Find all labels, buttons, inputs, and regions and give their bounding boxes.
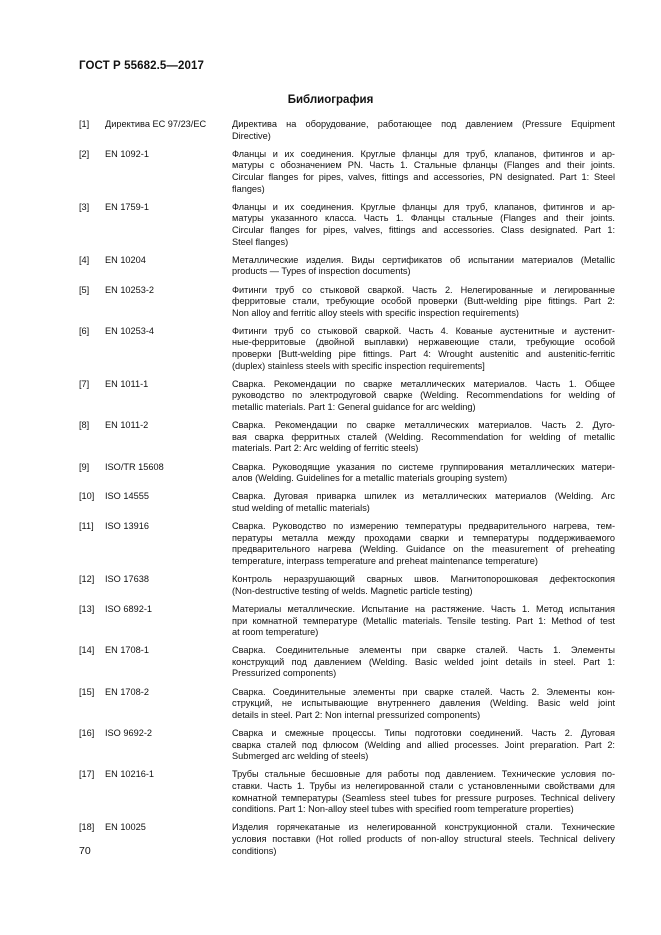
entry-description-line: предварительного нагрева (Welding. Guidance on the measurement of preheating (232, 544, 615, 555)
bibliography-entry (79, 521, 615, 567)
entry-description-line: Submerged arc welding of steels) (232, 751, 369, 762)
entry-number: [6] (79, 325, 90, 336)
entry-description-line: conditions. Part 1: Non-alloy steel tubes with specified room temperature properties) (232, 804, 574, 815)
entry-description-line: ферритовые стали, требующие особой проверки (Butt-welding pipe fittings. Part 2: (232, 296, 615, 307)
entry-description (232, 285, 615, 320)
entry-description-line: details in steel. Part 2: Non internal pressurized components) (232, 709, 481, 720)
entry-description-line: Директива на оборудование, работающее под давлением (Pressure Equipment (232, 119, 615, 129)
entry-document-code: EN 10253-4 (105, 325, 155, 336)
entry-number: [7] (79, 378, 90, 389)
entry-description-line: materials. Part 2: Arc welding of ferritic steels) (232, 443, 419, 454)
entry-number: [18] (79, 822, 95, 833)
entry-description (232, 687, 615, 722)
entry-number: [14] (79, 645, 95, 656)
bibliography-entry (79, 202, 615, 248)
entry-description (232, 604, 615, 639)
entry-number: [12] (79, 574, 95, 585)
bibliography-entry (79, 149, 615, 195)
entry-description-line: stud welding of metallic materials) (232, 502, 370, 513)
entry-description-line: Сварка. Соединительные элементы при сварке сталей. Часть 2. Элементы кон- (232, 686, 615, 697)
entry-description-line: ные-ферритовые (двойной выплавки) нержавеющие стали, требующие особой (232, 337, 615, 348)
entry-description-line: Steel flanges) (232, 236, 289, 247)
entry-description-line: Circular flanges for pipes, valves, fittings and accessories, PN designated. Part 1: Steel (232, 171, 615, 182)
bibliography-entry (79, 420, 615, 455)
entry-document-code: EN 10025 (105, 822, 146, 833)
entry-document-code: EN 10204 (105, 254, 146, 265)
entry-description-line: Pressurized components) (232, 668, 337, 679)
entry-description-line: сварка сталей под флюсом (Welding and allied processes. Joint preparation. Part 2: (232, 739, 615, 750)
section-title: Библиография (287, 94, 374, 106)
entry-description-line: струкций, не испытывающие внутреннего давления (Welding. Basic weld joint (232, 698, 615, 709)
bibliography-entry (79, 462, 615, 485)
entry-description-line: условия поставки (Hot rolled products of non-alloy structural steels. Technical delivery (232, 833, 615, 844)
entry-description-line: Non alloy and ferritic alloy steels with specific inspection requirements) (232, 307, 519, 318)
entry-description (232, 822, 615, 857)
entry-description-line: Металлические изделия. Виды сертификатов об испытании материалов (Metallic (232, 254, 615, 265)
entry-description-line: ставки. Часть 1. Трубы из нелегированной стали с установленными свойствами для (232, 781, 615, 791)
bibliography-entry (79, 285, 615, 320)
entry-description-line: Фланцы и их соединения. Круглые фланцы для труб, клапанов, фитингов и ар- (232, 148, 615, 159)
entry-document-code: EN 1759-1 (105, 201, 149, 212)
entry-number: [5] (79, 284, 90, 295)
entry-description-line: Сварка. Руководящие указания по системе группирования металлических матери- (232, 461, 615, 472)
bibliography-entry (79, 326, 615, 372)
page-header: ГОСТ Р 55682.5—2017 (79, 60, 204, 72)
entry-description-line: conditions) (232, 845, 277, 856)
bibliography-entry (79, 119, 615, 142)
entry-document-code: ISO 13916 (105, 521, 149, 532)
entry-description-line: руководство по электродуговой сварке (Welding. Recommendations for welding of (232, 390, 615, 401)
entry-description-line: комнатной температуры (Seamless steel tubes for pressure purposes. Technical delivery (232, 792, 615, 803)
entry-number: [1] (79, 119, 90, 129)
entry-document-code: ISO 9692-2 (105, 728, 152, 739)
entry-description-line: Сварка. Руководство по измерению температуры предварительного нагрева, тем- (232, 521, 615, 532)
page-number: 70 (79, 845, 91, 857)
entry-description-line: (duplex) stainless steels with specific inspection requirements] (232, 360, 485, 371)
entry-description-line: матуры указанного класса. Часть 1. Фланцы стальные (Flanges and their joints. (232, 213, 615, 224)
entry-number: [16] (79, 728, 95, 739)
bibliography-entry (79, 491, 615, 514)
entry-number: [4] (79, 254, 90, 265)
entry-number: [15] (79, 686, 95, 697)
entry-number: [2] (79, 148, 90, 159)
entry-description-line: конструкций под давлением (Welding. Basic welded joint details in steel. Part 1: (232, 656, 615, 667)
entry-description-line: at room temperature) (232, 627, 319, 638)
entry-number: [13] (79, 603, 95, 614)
entry-number: [8] (79, 420, 90, 431)
entry-number: [3] (79, 201, 90, 212)
entry-description-line: Сварка. Рекомендации по сварке металлических материалов. Часть 1. Общее (232, 378, 615, 389)
bibliography-entry (79, 645, 615, 680)
entry-description-line: матуры с обозначением PN. Часть 1. Стальные фланцы (Flanges and their joints. (232, 160, 615, 171)
entry-document-code: Директива ЕС 97/23/ЕС (105, 119, 207, 129)
entry-description (232, 728, 615, 763)
entry-description-line: Материалы металлические. Испытание на растяжение. Часть 1. Метод испытания (232, 603, 615, 614)
entry-number: [17] (79, 769, 95, 780)
bibliography-entry (79, 728, 615, 763)
entry-document-code: ISO 17638 (105, 574, 149, 585)
entry-description (232, 119, 615, 142)
entry-document-code: EN 1011-2 (105, 420, 149, 431)
bibliography-entry (79, 687, 615, 722)
entry-number: [11] (79, 521, 94, 532)
entry-description (232, 574, 615, 597)
entry-description (232, 521, 615, 567)
bibliography-entry (79, 574, 615, 597)
entry-description (232, 420, 615, 455)
entry-description-line: Изделия горячекатаные из нелегированной конструкционной стали. Технические (232, 822, 615, 833)
entry-description-line: Трубы стальные бесшовные для работы под давлением. Технические условия по- (232, 769, 615, 780)
entry-description-line: алов (Welding. Guidelines for a metallic materials grouping system) (232, 473, 508, 484)
entry-description-line: Сварка. Соединительные элементы при сварке сталей. Часть 1. Элементы (232, 645, 615, 656)
entry-description (232, 769, 615, 815)
entry-description (232, 462, 615, 485)
entry-description (232, 491, 615, 514)
entry-document-code: EN 1708-2 (105, 686, 149, 697)
entry-description (232, 149, 615, 195)
bibliography-entry (79, 822, 615, 857)
bibliography-entry (79, 604, 615, 639)
entry-description-line: Контроль неразрушающий сварных швов. Магнитопорошковая дефектоскопия (232, 574, 615, 585)
entry-document-code: EN 10216-1 (105, 769, 155, 780)
entry-description-line: Фитинги труб со стыковой сваркой. Часть 4. Кованые аустенитные и аустенит- (232, 325, 615, 336)
entry-description (232, 645, 615, 680)
entry-description-line: Сварка и смежные процессы. Типы подготовки соединений. Часть 2. Дуговая (232, 728, 615, 739)
entry-number: [9] (79, 461, 90, 472)
entry-description (232, 326, 615, 372)
entry-description-line: Фланцы и их соединения. Круглые фланцы для труб, клапанов, фитингов и ар- (232, 201, 615, 212)
entry-description (232, 255, 615, 278)
bibliography-entry (79, 769, 615, 815)
entry-document-code: EN 10253-2 (105, 284, 155, 295)
entry-number: [10] (79, 491, 95, 502)
entry-document-code: ISO 6892-1 (105, 603, 152, 614)
bibliography-entry (79, 255, 615, 278)
entry-description-line: вая сварка ферритных сталей (Welding. Recommendation for welding of metallic (232, 431, 615, 442)
entry-description-line: пературы металла между проходами сварки и температуры поддерживаемого (232, 532, 615, 543)
entry-document-code: EN 1092-1 (105, 148, 149, 159)
entry-description-line: при комнатной температуре (Metallic materials. Tensile testing. Part 1: Method of test (232, 615, 615, 626)
entry-description-line: Фитинги труб со стыковой сваркой. Часть 2. Нелегированные и легированные (232, 284, 615, 295)
entry-description-line: Сварка. Дуговая приварка шпилек из металлических материалов (Welding. Arc (232, 491, 615, 502)
entry-description-line: Сварка. Рекомендации по сварке металлических материалов. Часть 2. Дуго- (232, 420, 615, 431)
entry-description-line: Circular flanges for pipes, valves, fittings and accessories. Class designated. Part 1: (232, 224, 615, 235)
entry-description (232, 379, 615, 414)
entry-description (232, 202, 615, 248)
entry-description-line: Directive) (232, 130, 271, 141)
entry-description-line: flanges) (232, 183, 265, 194)
entry-document-code: EN 1011-1 (105, 378, 149, 389)
entry-document-code: ISO/TR 15608 (105, 461, 164, 472)
entry-document-code: ISO 14555 (105, 491, 149, 502)
bibliography-list (79, 119, 615, 864)
entry-description-line: products — Types of inspection documents) (232, 266, 411, 277)
bibliography-entry (79, 379, 615, 414)
entry-description-line: temperature, interpass temperature and preheat maintenance temperature) (232, 555, 538, 566)
entry-description-line: проверки [Butt-welding pipe fittings. Part 4: Wrought austenitic and austenitic-ferritic (232, 349, 615, 360)
entry-document-code: EN 1708-1 (105, 645, 149, 656)
entry-description-line: metallic materials. Part 1: General guidance for arc welding) (232, 402, 476, 413)
entry-description-line: (Non-destructive testing of welds. Magnetic particle testing) (232, 585, 473, 596)
